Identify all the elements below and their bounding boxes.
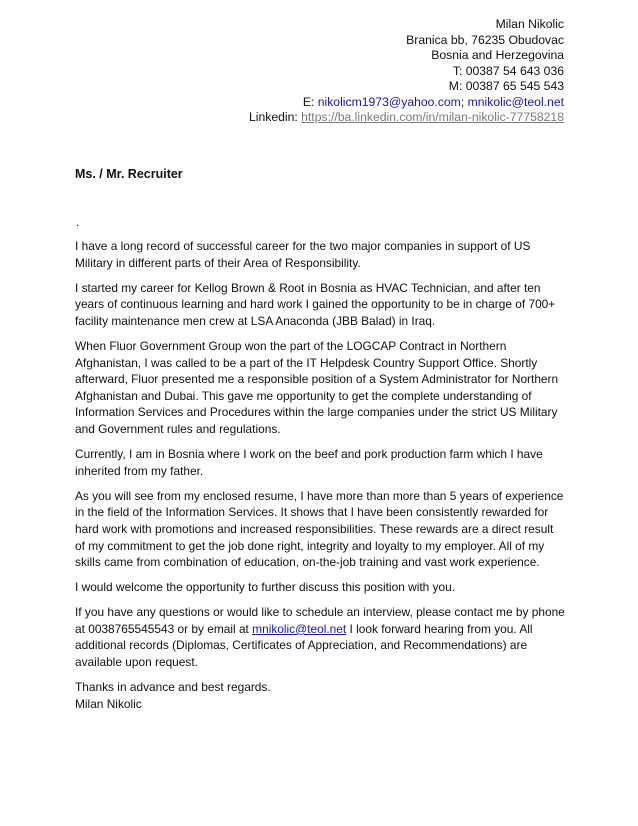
sender-email-line xyxy=(44,95,564,111)
letter-body xyxy=(75,238,565,721)
stray-dot: . xyxy=(76,215,80,229)
paragraph-fluor: When Fluor Government Group won the part of the LOGCAP Contract in Northern Afghanistan, I was called to be a part of the IT Helpdesk Country Support Office. Shortly afterward, Fluor presented me a responsible position of a System Administrator for Northern Afghanistan and Dubai. This gave me opportunity to get the complete understanding of Information Services and Procedures within the large companies under the strict US Military and Government rules and regulations. xyxy=(75,338,559,436)
email-label: E: xyxy=(302,94,318,109)
sender-street: Branica bb, 76235 Obudovac xyxy=(406,32,564,47)
contact-email-link[interactable]: mnikolic@teol.net xyxy=(252,621,347,636)
sender-country: Bosnia and Herzegovina xyxy=(431,48,564,62)
paragraph-current: Currently, I am in Bosnia where I work on the beef and pork production farm which I have inherited from my father. xyxy=(75,447,543,478)
paragraph-kbr: I started my career for Kellog Brown & Root in Bosnia as HVAC Technician, and after ten years of continuous learning and hard work I gained the opportunity to be in charge of 700+ facility maintenance men crew at LSA Anaconda (JBB Balad) in Iraq. xyxy=(75,280,556,328)
sender-phone: T: 00387 54 643 036 xyxy=(452,63,564,78)
signature: Milan Nikolic xyxy=(75,696,142,711)
sender-mobile: M: 00387 65 545 543 xyxy=(448,79,564,93)
closing-thanks: Thanks in advance and best regards. xyxy=(75,680,271,695)
paragraph-contact xyxy=(75,604,565,670)
closing xyxy=(75,679,565,712)
paragraph-experience: As you will see from my enclosed resume, I have more than more than 5 years of experience in the field of the Information Services. It shows that I have been consistently rewarded for hard work with promotions and increased responsibilities. These rewards are a direct result of my commitment to get the job done right, integrity and loyalty to my employer. All of my skills came from combination of education, on-the-job training and vast work experience. xyxy=(75,488,564,570)
email-link-yahoo[interactable]: nikolicm1973@yahoo.com xyxy=(317,94,461,109)
email-link-teol[interactable]: mnikolic@teol.net xyxy=(467,94,564,109)
linkedin-label: Linkedin: xyxy=(248,110,302,124)
linkedin-link[interactable]: https://ba.linkedin.com/in/milan-nikolic-77758218 xyxy=(301,110,564,124)
email-separator: ; xyxy=(460,94,468,109)
contact-text-before: If you have any questions or would like to schedule an interview, please contact me by phone at 0038765545543 or by email at xyxy=(75,605,565,636)
sender-linkedin-line xyxy=(44,110,564,126)
salutation: Ms. / Mr. Recruiter xyxy=(75,167,183,181)
paragraph-career-intro: I have a long record of successful career for the two major companies in support of US Military in different parts of their Area of Responsibility. xyxy=(75,239,531,270)
paragraph-welcome: I would welcome the opportunity to further discuss this position with you. xyxy=(75,580,456,595)
contact-text-after: I look forward hearing from you. All additional records (Diplomas, Certificates of Appreciation, and Recommendations) are available upon request. xyxy=(75,621,533,670)
letterhead xyxy=(44,17,564,126)
sender-name: Milan Nikolic xyxy=(495,17,564,31)
